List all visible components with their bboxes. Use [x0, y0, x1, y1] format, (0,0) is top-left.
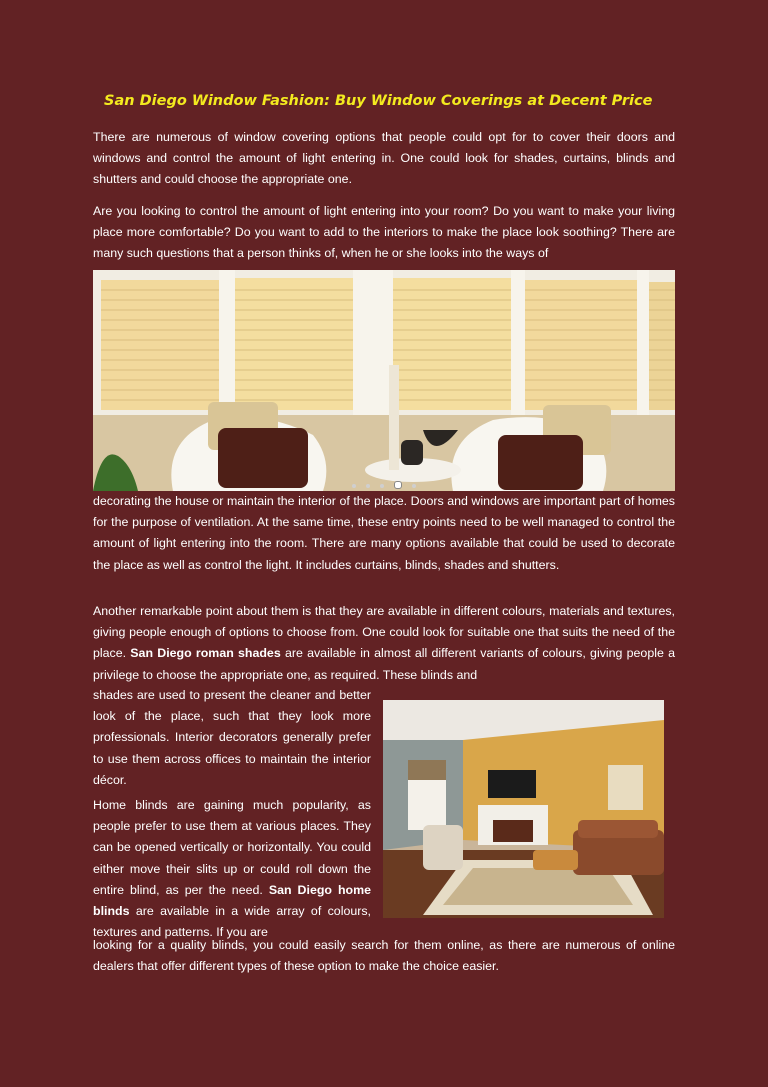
text-run: Home blinds are gaining much popularity, as people prefer to use them at various places. They can be opened vertically or horizontally. You could either move their slits up or could roll down the entire blind, as per the need. — [93, 798, 371, 897]
carousel-dot[interactable] — [380, 484, 384, 488]
home-blinds-emphasis: San Diego home blinds — [93, 882, 372, 919]
carousel-dot[interactable] — [412, 484, 416, 488]
carousel-dots[interactable] — [93, 481, 675, 488]
paragraph-shades-look: shades are used to present the cleaner and better look of the place, such that they look more professionals. Interior decorators generally prefer to use them across offices to maintain the interior décor. — [93, 688, 371, 787]
paragraph-questions: Are you looking to control the amount of light entering into your room? Do you want to make your living place more comfortable? Do you want to add to the interiors to make the place look soothing? There are many such questions that a person thinks of, when he or she looks into the ways of — [93, 204, 675, 261]
carousel-dot-active[interactable] — [394, 481, 402, 489]
carousel-dot[interactable] — [352, 484, 356, 488]
text-run: are available in almost all different variants of colours, giving people a privilege to choose the appropriate one, as required. These blinds and — [93, 646, 675, 682]
text-run: Another remarkable point about them is that they are available in different colours, materials and textures, giving people enough of options to choose from. One could look for suitable one that suits the need of the place. — [93, 604, 675, 661]
paragraph-options — [93, 601, 675, 686]
paragraph-decorating: decorating the house or maintain the interior of the place. Doors and windows are important part of homes for the purpose of ventilation. At the same time, these entry points need to be well managed to control the amount of light entering into the room. There are many options available that could be used to decorate the place as well as control the light. It includes curtains, blinds, shades and shutters. — [93, 494, 675, 572]
paragraph-online-dealers: looking for a quality blinds, you could easily search for them online, as there are numerous of online dealers that offer different types of these option to make the choice easier. — [93, 938, 675, 974]
carousel-dot[interactable] — [366, 484, 370, 488]
paragraph-home-blinds — [93, 795, 371, 943]
paragraph-intro: There are numerous of window covering options that people could opt for to cover their doors and windows and control the amount of light entering in. One could look for shades, curtains, blinds and shutters and could choose the appropriate one. — [93, 130, 675, 187]
page-title: San Diego Window Fashion: Buy Window Coverings at Decent Price — [104, 93, 653, 109]
living-room-photo — [383, 700, 664, 918]
roman-shades-emphasis: San Diego roman shades — [130, 646, 281, 661]
text-run: are available in a wide array of colours, textures and patterns. If you are — [93, 904, 371, 940]
window-blinds-photo — [93, 270, 675, 491]
